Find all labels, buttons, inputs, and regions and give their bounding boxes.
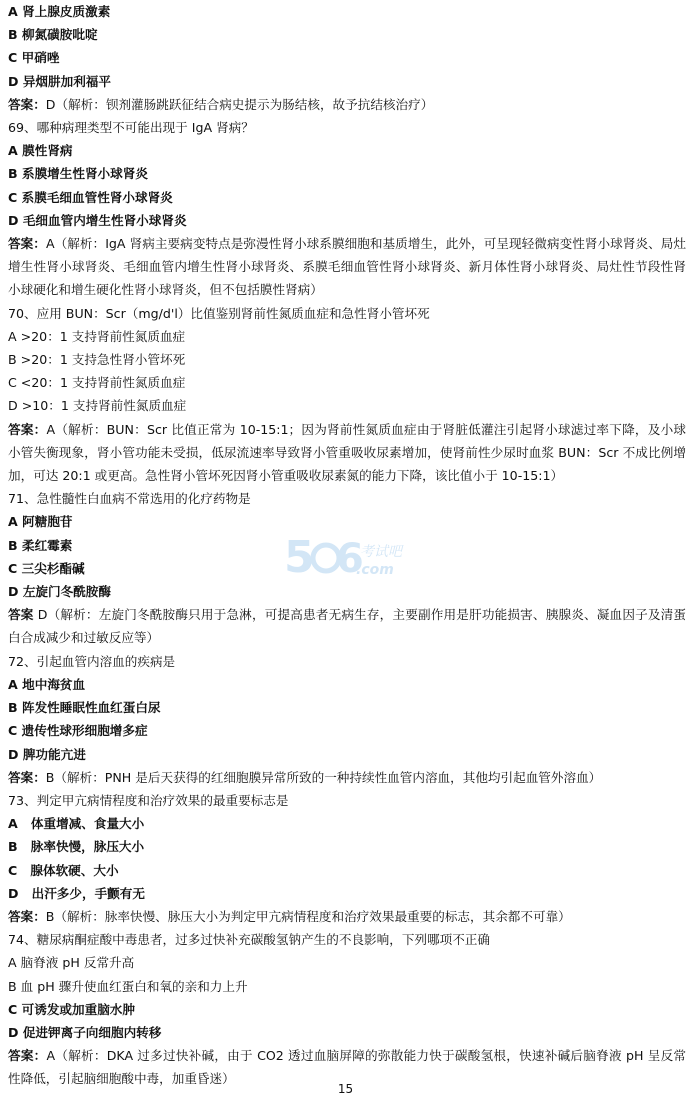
answer-paragraph	[8, 766, 686, 789]
option-a: A 膜性肾病	[8, 143, 73, 159]
answer-text: A（解析：IgA 肾病主要病变特点是弥漫性肾小球系膜细胞和基质增生，此外，可呈现轻微病变性肾小球肾炎、局灶增生性肾小球肾炎、毛细血管内增生性肾小球肾炎、系膜毛细血管性肾小球肾炎、新月体性肾小球肾炎、局灶性节段性肾小球硬化和增生硬化性肾小球肾炎，但不包括膜性肾病）	[8, 236, 687, 298]
option-d: D 毛细血管内增生性肾小球肾炎	[8, 212, 187, 228]
answer-label: 答案：	[8, 421, 47, 437]
question-title: 69、哪种病理类型不可能出现于 IgA 肾病？	[8, 120, 254, 136]
question-74	[8, 928, 686, 1090]
question-title: 70、应用 BUN：Scr（mg/d'l）比值鉴别肾前性氮质血症和急性肾小管坏死	[8, 305, 430, 321]
option-b: B 柳氮磺胺吡啶	[8, 27, 98, 43]
answer-paragraph	[8, 232, 686, 302]
option-a: A 阿糖胞苷	[8, 514, 73, 530]
answer-paragraph	[8, 905, 686, 928]
question-title: 74、糖尿病酮症酸中毒患者，过多过快补充碳酸氢钠产生的不良影响，下列哪项不正确	[8, 932, 490, 948]
question-title: 72、引起血管内溶血的疾病是	[8, 653, 176, 669]
answer-text: A（解析：BUN：Scr 比值正常为 10-15:1；因为肾前性氮质血症由于肾脏低灌注引起肾小球滤过率下降，及小球小管失衡现象，肾小管功能未受损，低尿流速率导致肾小管重吸收尿素增加，使肾前性少尿时血浆 BUN：Scr 不成比例增加，可达 20:1 或更高。急性肾小管坏死因肾小管重吸收尿素氮的能力下降，该比值小于 10-15:1）	[8, 421, 686, 484]
option-a: A 脑脊液 pH 反常升高	[8, 955, 135, 971]
watermark-number: 5	[284, 532, 315, 583]
answer-paragraph	[8, 418, 686, 488]
watermark-number-2: 6	[336, 536, 364, 582]
option-c: C 甲硝唑	[8, 50, 60, 66]
option-a: A 肾上腺皮质激素	[8, 4, 111, 19]
option-d: D 异烟肼加利福平	[8, 73, 111, 89]
option-d: D 左旋门冬酰胺酶	[8, 584, 111, 600]
document-page	[8, 0, 686, 1091]
prev-question	[8, 0, 686, 116]
option-d: D 脾功能亢进	[8, 746, 86, 762]
answer-paragraph	[8, 603, 686, 649]
option-a: A 体重增减、食量大小	[8, 816, 145, 832]
option-c: C 三尖杉酯碱	[8, 560, 85, 576]
option-b: B 脉率快慢，脉压大小	[8, 839, 145, 855]
option-d: D 促进钾离子向细胞内转移	[8, 1024, 162, 1040]
watermark-dotcom: .com	[356, 562, 394, 578]
question-70	[8, 302, 686, 488]
option-d: D >10：1 支持肾前性氮质血症	[8, 398, 187, 414]
answer-label: 答案：	[8, 1048, 47, 1064]
option-c: C 腺体软硬、大小	[8, 862, 119, 878]
answer-text: D（解析：钡剂灌肠跳跃征结合病史提示为肠结核，故予抗结核治疗）	[45, 96, 434, 112]
question-title: 71、急性髓性白血病不常选用的化疗药物是	[8, 491, 251, 507]
option-a: A 地中海贫血	[8, 676, 86, 692]
answer-text: B（解析：脉率快慢、脉压大小为判定甲亢病情程度和治疗效果最重要的标志，其余都不可靠）	[45, 908, 571, 924]
answer-label: 答案	[8, 607, 34, 623]
option-c: C <20：1 支持肾前性氮质血症	[8, 375, 186, 391]
option-c: C 可诱发或加重脑水肿	[8, 1001, 135, 1017]
option-b: B >20：1 支持急性肾小管坏死	[8, 352, 186, 368]
answer-label: 答案：	[8, 769, 46, 785]
answer-label: 答案：	[8, 96, 46, 112]
answer-label: 答案：	[8, 908, 46, 924]
answer-label: 答案：	[8, 236, 46, 252]
question-title: 73、判定甲亢病情程度和治疗效果的最重要标志是	[8, 792, 289, 808]
option-c: C 遗传性球形细胞增多症	[8, 723, 148, 739]
option-b: B 柔红霉素	[8, 537, 73, 553]
option-d: D 出汗多少，手颤有无	[8, 885, 145, 901]
option-b: B 血 pH 骤升使血红蛋白和氧的亲和力上升	[8, 978, 248, 994]
answer-text: B（解析：PNH 是后天获得的红细胞膜异常所致的一种持续性血管内溶血，其他均引起血管外溶血）	[45, 769, 602, 785]
page-number: 15	[337, 1082, 354, 1096]
question-73	[8, 789, 686, 928]
answer-paragraph	[8, 93, 686, 116]
answer-text: A（解析：DKA 过多过快补碱，由于 CO2 透过血脑屏障的弥散能力快于碳酸氢根，快速补碱后脑脊液 pH 呈反常性降低，引起脑细胞酸中毒，加重昏迷）	[8, 1048, 686, 1087]
option-b: B 阵发性睡眠性血红蛋白尿	[8, 700, 161, 716]
question-69	[8, 116, 686, 302]
answer-text: D（解析：左旋门冬酰胺酶只用于急淋，可提高患者无病生存，主要副作用是肝功能损害、胰腺炎、凝血因子及清蛋白合成减少和过敏反应等）	[8, 607, 687, 646]
watermark-cn: 考试吧	[360, 544, 402, 560]
option-b: B 系膜增生性肾小球肾炎	[8, 166, 148, 182]
question-72	[8, 650, 686, 789]
option-a: A >20：1 支持肾前性氮质血症	[8, 328, 186, 344]
question-71	[8, 487, 686, 649]
option-c: C 系膜毛细血管性肾小球肾炎	[8, 189, 173, 205]
